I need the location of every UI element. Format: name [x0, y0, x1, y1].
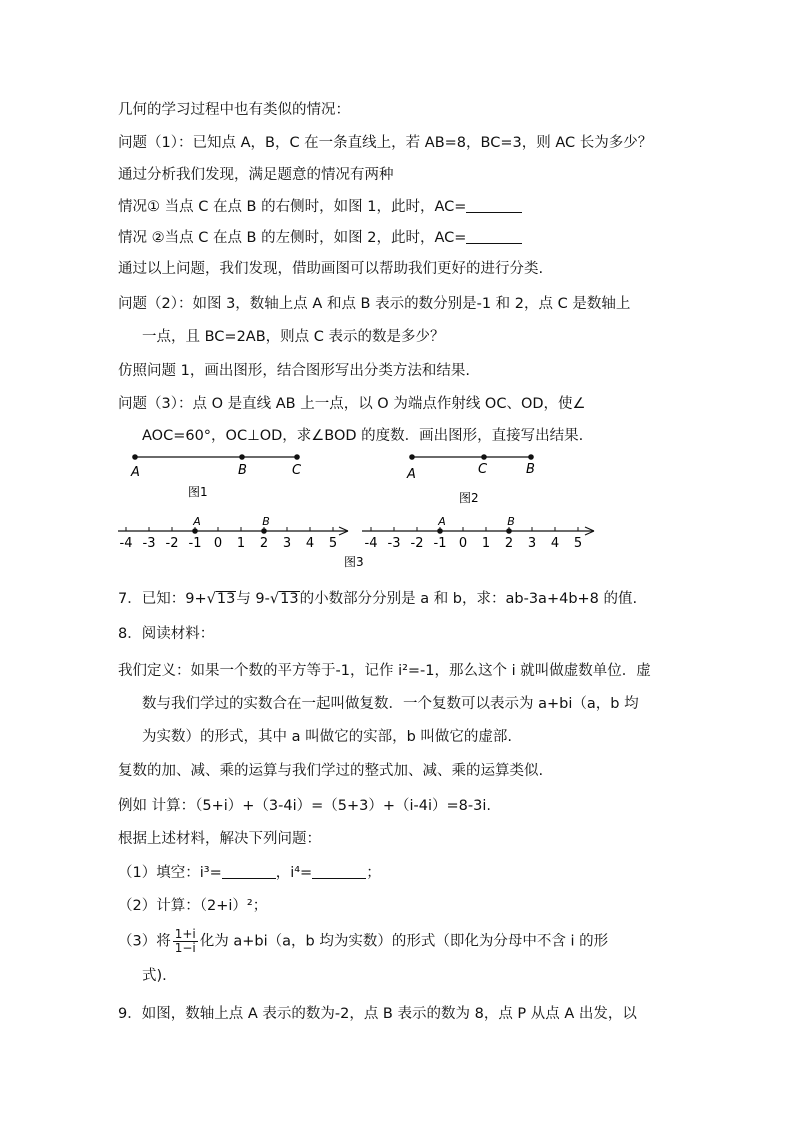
point-dot	[192, 528, 198, 534]
text-line: 几何的学习过程中也有类似的情况：	[118, 102, 350, 118]
tick-label: -4	[364, 536, 378, 551]
point-dot	[261, 528, 267, 534]
fraction-numerator: 1+i	[174, 927, 196, 941]
answer-blank[interactable]	[222, 864, 276, 879]
tick-label: 5	[328, 536, 338, 551]
q7-part-c: 的小数部分分别是 a 和 b，求：ab-3a+4b+8 的值.	[299, 591, 638, 607]
label-B: B	[238, 463, 247, 478]
part-3-text: （3）将	[118, 933, 171, 950]
case-2-text: 情况 ②当点 C 在点 B 的左侧时，如图 2，此时，AC=	[118, 230, 467, 246]
radicand: 13	[216, 591, 236, 607]
sqrt-sign: √	[269, 591, 280, 607]
label-A: A	[407, 467, 416, 482]
tick-label: -2	[410, 536, 424, 551]
part-1-text: （1）填空：i³=	[118, 865, 222, 881]
problem-3-text-cont: AOC=60°，OC⊥OD，求∠BOD 的度数．画出图形，直接写出结果.	[142, 428, 584, 444]
figure-1	[130, 454, 302, 499]
question-8: 8．阅读材料：	[118, 626, 215, 642]
problem-3-text: 问题（3）：点 O 是直线 AB 上一点，以 O 为端点作射线 OC、OD，使∠	[118, 396, 586, 412]
point-dot	[437, 528, 443, 534]
radicand: 13	[280, 591, 299, 607]
part-1-end: ；	[366, 865, 381, 881]
tick-label: -3	[142, 536, 156, 551]
q7-part-a: 7．已知：9+	[118, 591, 207, 607]
label-B: B	[526, 462, 535, 477]
part-2-line: （2）计算：（2+i）²；	[118, 898, 268, 914]
part-1-text: ，i⁴=	[275, 865, 313, 881]
part-3-line	[118, 928, 608, 955]
case-1-text: 情况① 当点 C 在点 B 的右侧时，如图 1，此时，AC=	[118, 199, 467, 215]
text-line: 仿照问题 1，画出图形，结合图形写出分类方法和结果.	[118, 363, 470, 379]
q7-part-b: 与 9-	[236, 591, 270, 607]
label-C: C	[478, 462, 488, 477]
point-dot	[506, 528, 512, 534]
tick-label: -4	[119, 536, 133, 551]
figure-1-caption: 图1	[188, 485, 208, 499]
figure-2	[406, 454, 535, 505]
tick-label: -3	[387, 536, 401, 551]
material-line: 为实数）的形式，其中 a 叫做它的实部，b 叫做它的虚部.	[142, 729, 513, 745]
tick-label: 2	[504, 536, 514, 551]
text-line: 通过以上问题，我们发现，借助画图可以帮助我们更好的进行分类.	[118, 261, 544, 277]
fraction-denominator: 1−i	[174, 941, 196, 955]
point-label: B	[262, 515, 270, 528]
example-line: 例如 计算：（5+i）+（3-4i）=（5+3）+（i-4i）=8-3i.	[118, 798, 492, 814]
point-label: A	[438, 515, 446, 528]
label-C: C	[292, 463, 302, 478]
tick-label: 0	[458, 536, 468, 551]
point-label: B	[507, 515, 515, 528]
figure-2-caption: 图2	[459, 491, 479, 505]
tick-label: 1	[481, 536, 491, 551]
figure-3-caption: 图3	[344, 555, 364, 569]
tick-label: 3	[282, 536, 292, 551]
tick-label: 0	[213, 536, 223, 551]
number-line-right	[362, 515, 594, 551]
tick-label: -1	[433, 536, 447, 551]
material-line: 数与我们学过的实数合在一起叫做复数．一个复数可以表示为 a+bi（a，b 均	[142, 696, 639, 712]
tick-label: 5	[573, 536, 583, 551]
part-1-line	[118, 863, 381, 883]
material-line: 我们定义：如果一个数的平方等于-1，记作 i²=-1，那么这个 i 就叫做虚数单位．虚	[118, 663, 651, 679]
question-9: 9．如图，数轴上点 A 表示的数为-2，点 B 表示的数为 8，点 P 从点 A 出发，以	[118, 1006, 637, 1022]
problem-2-text: 问题（2）：如图 3，数轴上点 A 和点 B 表示的数分别是-1 和 2，点 C 是数轴上	[118, 296, 631, 312]
tick-label: 1	[236, 536, 246, 551]
part-3-text-cont: 式).	[142, 968, 167, 984]
tick-label: -1	[188, 536, 202, 551]
label-A: A	[131, 465, 140, 480]
tick-label: 4	[550, 536, 560, 551]
part-3-text: 化为 a+bi（a，b 均为实数）的形式（即化为分母中不含 i 的形	[199, 933, 609, 950]
number-line-left	[118, 515, 348, 551]
tick-label: 4	[305, 536, 315, 551]
instruction-line: 根据上述材料，解决下列问题：	[118, 831, 321, 847]
sqrt-sign: √	[206, 591, 216, 607]
material-line: 复数的加、减、乘的运算与我们学过的整式加、减、乘的运算类似.	[118, 763, 544, 779]
answer-blank[interactable]	[312, 864, 366, 879]
tick-label: -2	[165, 536, 179, 551]
tick-label: 2	[259, 536, 269, 551]
question-7	[118, 589, 637, 609]
tick-label: 3	[527, 536, 537, 551]
text-line: 通过分析我们发现，满足题意的情况有两种	[118, 167, 394, 183]
fraction	[173, 928, 198, 955]
problem-1-text: 问题（1）：已知点 A，B，C 在一条直线上，若 AB=8，BC=3，则 AC 长为多少？	[118, 135, 653, 151]
point-label: A	[193, 515, 201, 528]
problem-2-text-cont: 一点，且 BC=2AB，则点 C 表示的数是多少？	[142, 329, 445, 345]
